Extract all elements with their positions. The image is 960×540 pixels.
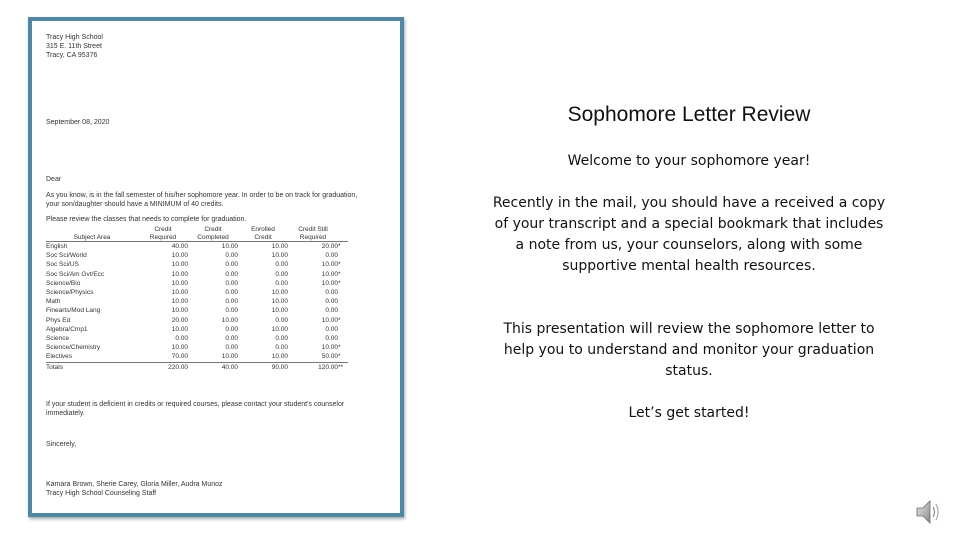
table-cell-completed: 0.00 — [225, 289, 238, 297]
table-cell-subject: Science/Chemistry — [46, 344, 101, 352]
slide-title: Sophomore Letter Review — [567, 103, 811, 126]
signature-block — [46, 480, 223, 498]
table-cell-completed: 0.00 — [225, 325, 238, 333]
intro-line: As you know, is in the fall semester of his/her sophomore year. In order to be on track for graduation, — [46, 192, 358, 199]
sophomore-letter — [46, 33, 390, 503]
table-cell-completed: 0.00 — [225, 307, 238, 315]
table-cell-still: 0.00 — [325, 298, 338, 306]
table-cell-subject: Phys Ed — [46, 316, 71, 324]
table-header — [46, 226, 138, 234]
table-cell-subject: Soc Sci/Am Gvt/Ecc — [46, 270, 105, 278]
table-cell-still: 0.00 — [325, 325, 338, 333]
table-cell-required: 10.00 — [171, 270, 188, 278]
table-header: Credit — [204, 226, 222, 233]
school-address — [46, 33, 390, 60]
table-cell-enrolled: 10.00 — [271, 243, 288, 250]
table-row — [46, 279, 348, 288]
table-cell-enrolled: 10.00 — [271, 325, 288, 333]
table-cell-required: 10.00 — [171, 344, 188, 352]
table-cell-still: 10.00 — [321, 316, 338, 324]
table-row — [46, 306, 348, 315]
table-cell-required: 10.00 — [171, 279, 188, 287]
table-cell-still: 10.00 — [321, 270, 338, 278]
table-cell-subject: English — [46, 243, 68, 250]
letter-closing: Sincerely, — [46, 441, 77, 448]
table-cell-subject: Soc Sci/World — [46, 252, 87, 260]
table-header: Enrolled — [251, 226, 275, 233]
table-cell-still: 10.00 — [321, 344, 338, 352]
intro-line: your son/daughter should have a MINIMUM of 40 credits. — [46, 201, 224, 208]
table-cell-subject: Science/Bio — [46, 279, 81, 287]
table-cell-completed: 0.00 — [225, 335, 238, 343]
table-cell-enrolled: 0.00 — [275, 335, 288, 343]
table-cell-still: 0.00 — [325, 252, 338, 260]
table-header: Completed — [188, 234, 238, 242]
table-cell-flag: * — [338, 316, 341, 324]
table-cell-required: 10.00 — [171, 298, 188, 306]
credits-table — [46, 226, 348, 372]
letter-greeting: Dear — [46, 176, 62, 183]
table-cell-flag: * — [338, 279, 341, 287]
table-header: Subject Area — [46, 234, 138, 242]
table-cell-still: 0.00 — [325, 289, 338, 297]
table-cell-required: 10.00 — [171, 325, 188, 333]
table-cell-completed: 0.00 — [225, 279, 238, 287]
mail-paragraph: Recently in the mail, you should have a received a copy of your transcript and a special bookmark that includes a note from us, your counselors, along with some supportive mental health resources. — [492, 195, 886, 274]
table-row — [46, 297, 348, 306]
table-cell-still: 0.00 — [325, 307, 338, 315]
table-cell-still: 120.00 — [288, 362, 338, 372]
speaker-icon[interactable] — [915, 497, 943, 527]
table-cell-required: 10.00 — [171, 261, 188, 269]
table-cell-enrolled: 10.00 — [271, 307, 288, 315]
table-cell-required: 40.00 — [171, 243, 188, 250]
table-cell-subject: Algebra/Cmp1 — [46, 325, 88, 333]
deficient-note: If your student is deficient in credits or required courses, please contact your student's counselor immediately. — [46, 401, 345, 417]
table-cell-still: 20.00 — [321, 243, 338, 250]
table-cell-flag: ** — [338, 362, 348, 372]
table-cell-required: 70.00 — [171, 353, 188, 361]
table-cell-completed: 0.00 — [225, 261, 238, 269]
table-header: Credit — [238, 234, 288, 242]
table-cell-completed: 10.00 — [221, 316, 238, 324]
table-cell-completed: 40.00 — [188, 362, 238, 372]
table-cell-completed: 10.00 — [221, 353, 238, 361]
table-cell-required: 10.00 — [171, 307, 188, 315]
table-cell-flag: * — [338, 270, 341, 278]
table-row — [46, 260, 348, 269]
welcome-text: Welcome to your sophomore year! — [567, 153, 811, 169]
table-cell-enrolled: 0.00 — [275, 279, 288, 287]
table-row — [46, 316, 348, 325]
table-cell-enrolled: 0.00 — [275, 344, 288, 352]
table-total-row — [46, 362, 348, 372]
table-cell-required: 0.00 — [175, 335, 188, 343]
table-cell-subject: Soc Sci/US — [46, 261, 79, 269]
letter-intro — [46, 191, 357, 209]
address-line: 315 E. 11th Street — [46, 43, 102, 50]
table-cell-completed: 0.00 — [225, 252, 238, 260]
table-row — [46, 325, 348, 334]
table-row — [46, 288, 348, 297]
table-cell-flag: * — [338, 353, 341, 361]
table-cell-flag: * — [338, 344, 341, 352]
table-cell-completed: 0.00 — [225, 344, 238, 352]
table-cell-subject: Science/Physics — [46, 289, 94, 297]
table-cell-completed: 10.00 — [221, 243, 238, 250]
table-cell-still: 10.00 — [321, 279, 338, 287]
table-cell-subject: Finearts/Mod Lang — [46, 307, 101, 315]
table-cell-still: 10.00 — [321, 261, 338, 269]
address-line: Tracy High School — [46, 34, 103, 41]
table-cell-completed: 0.00 — [225, 298, 238, 306]
counseling-dept: Tracy High School Counseling Staff — [46, 490, 157, 497]
table-header: Credit Still — [298, 226, 328, 233]
table-cell-subject: Science — [46, 335, 70, 343]
table-row — [46, 270, 348, 279]
table-row — [46, 334, 348, 343]
table-cell-required: 10.00 — [171, 252, 188, 260]
table-cell-still: 0.00 — [325, 335, 338, 343]
table-cell-flag: * — [338, 243, 341, 250]
get-started-text: Let’s get started! — [628, 405, 750, 421]
table-cell-flag — [338, 325, 348, 334]
table-cell-still: 50.00 — [321, 353, 338, 361]
table-header — [338, 234, 348, 242]
presentation-paragraph: This presentation will review the sophomore letter to help you to understand and monitor your graduation status. — [503, 321, 875, 379]
table-cell-enrolled: 10.00 — [271, 353, 288, 361]
address-line: Tracy, CA 95376 — [46, 52, 98, 59]
table-row — [46, 251, 348, 260]
table-cell-required: 220.00 — [138, 362, 188, 372]
table-cell-flag — [338, 297, 348, 306]
signers: Kamara Brown, Sherie Carey, Gloria Miller, Audra Munoz — [46, 481, 223, 488]
table-cell-enrolled: 10.00 — [271, 252, 288, 260]
table-cell-required: 20.00 — [171, 316, 188, 324]
table-header: Required — [288, 234, 338, 242]
table-cell-enrolled: 10.00 — [271, 298, 288, 306]
table-cell-subject: Electives — [46, 353, 73, 361]
table-header: Required — [138, 234, 188, 242]
table-cell-completed: 0.00 — [225, 270, 238, 278]
table-cell-enrolled: 0.00 — [275, 270, 288, 278]
table-cell-required: 10.00 — [171, 289, 188, 297]
table-cell-flag — [338, 306, 348, 315]
table-cell-flag — [338, 334, 348, 343]
table-cell-enrolled: 90.00 — [238, 362, 288, 372]
slide-body — [490, 151, 888, 424]
review-line: Please review the classes that needs to complete for graduation. — [46, 216, 247, 223]
letter-image-frame — [28, 17, 404, 517]
table-row — [46, 343, 348, 352]
table-cell-flag — [338, 251, 348, 260]
table-cell-enrolled: 0.00 — [275, 316, 288, 324]
letter-date: September 08, 2020 — [46, 119, 110, 126]
table-header — [338, 226, 348, 234]
table-row — [46, 242, 348, 252]
table-cell-flag: * — [338, 261, 341, 269]
table-cell-subject: Totals — [46, 362, 138, 372]
table-cell-subject: Math — [46, 298, 61, 306]
table-cell-enrolled: 10.00 — [271, 289, 288, 297]
table-cell-enrolled: 0.00 — [275, 261, 288, 269]
table-header: Credit — [154, 226, 172, 233]
table-row — [46, 352, 348, 362]
table-cell-flag — [338, 288, 348, 297]
